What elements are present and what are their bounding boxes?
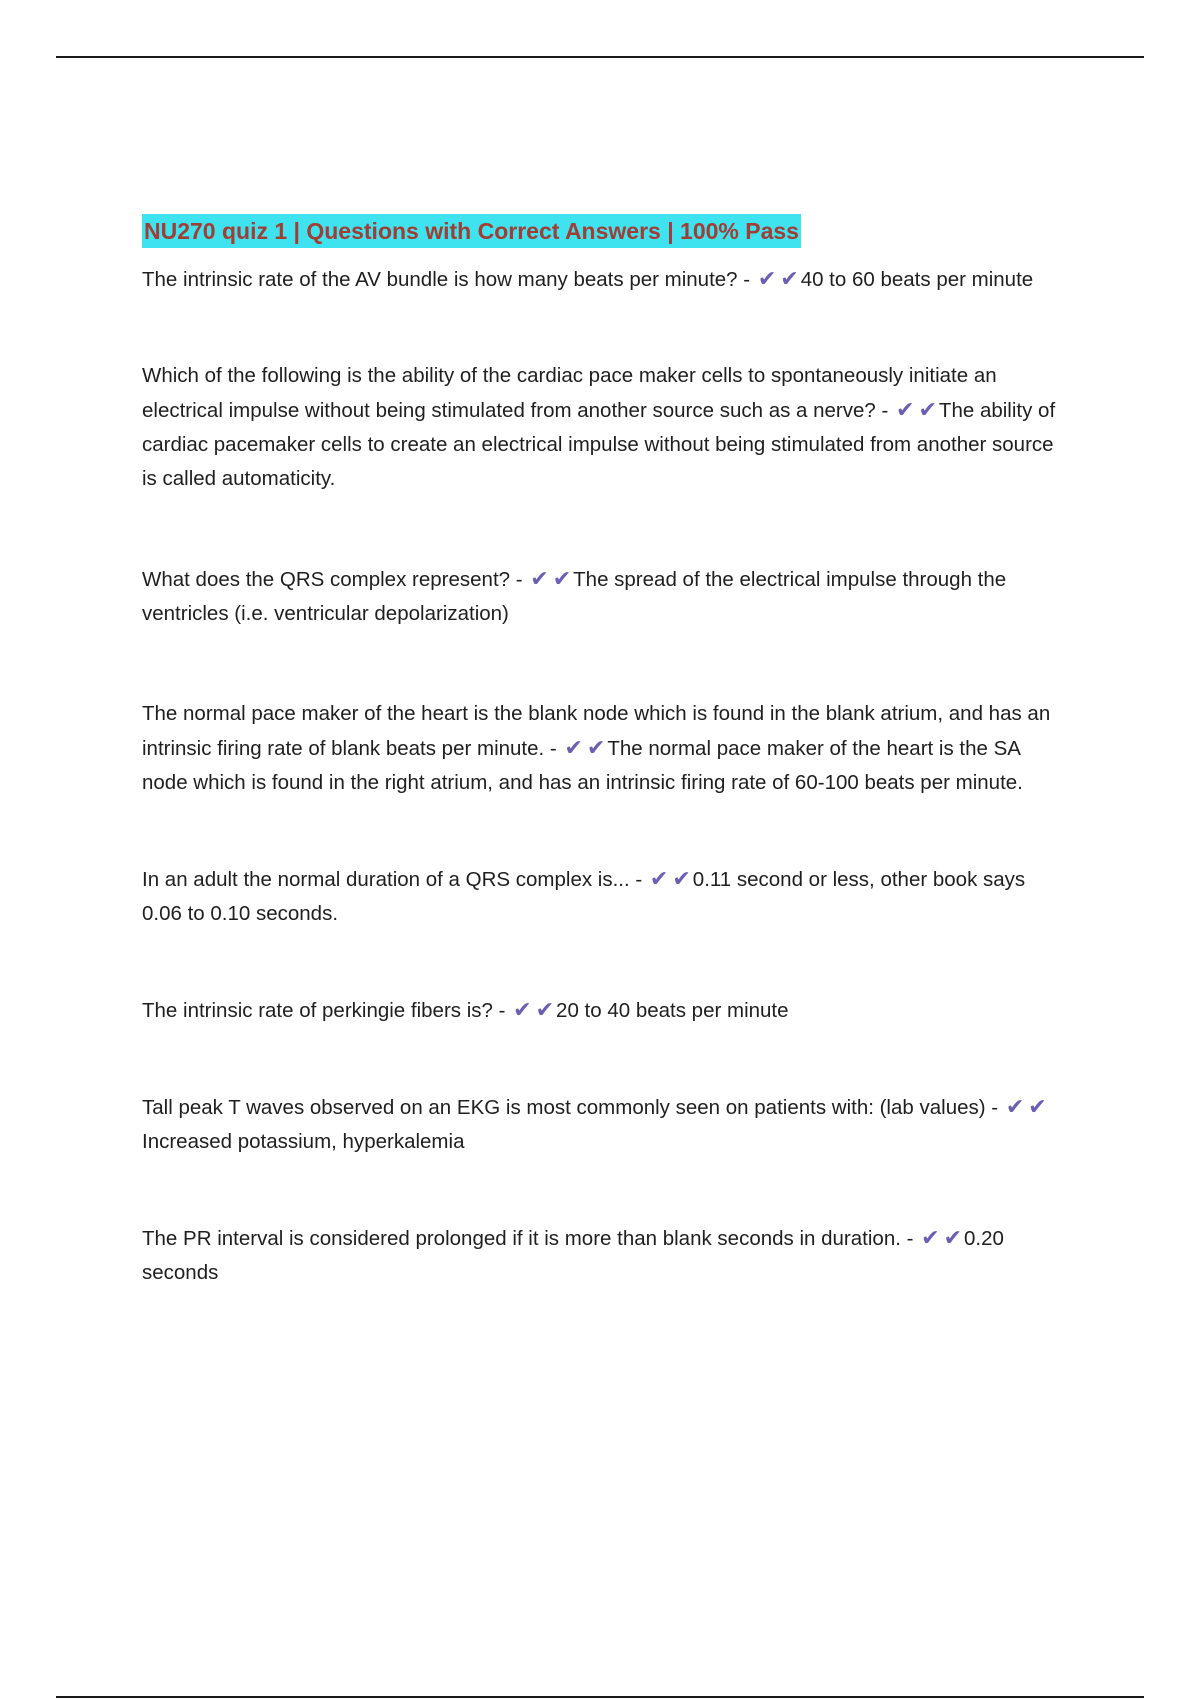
qa-item — [142, 862, 1062, 931]
answer-text: 0.11 second or less, other book says 0.06 to 0.10 seconds. — [142, 868, 1026, 925]
answer-text: The spread of the electrical impulse through the ventricles (i.e. ventricular depolarization) — [142, 568, 1007, 625]
check-icon: ✔ — [586, 735, 606, 760]
check-icon: ✔ — [672, 866, 691, 891]
check-icon: ✔ — [780, 266, 799, 291]
document-body — [142, 214, 1062, 1290]
check-icon: ✔ — [535, 997, 555, 1022]
question-text: Tall peak T waves observed on an EKG is most commonly seen on patients with: (lab values) - — [142, 1096, 999, 1119]
qa-item — [142, 697, 1062, 800]
qa-item — [142, 359, 1062, 496]
qa-item — [142, 562, 1062, 631]
check-icon: ✔ — [552, 566, 572, 591]
bottom-rule — [56, 1696, 1144, 1698]
document-title: NU270 quiz 1 | Questions with Correct Answers | 100% Pass — [142, 214, 801, 248]
qa-item — [142, 1090, 1062, 1159]
check-icon: ✔ — [649, 866, 669, 891]
answer-text: 40 to 60 beats per minute — [800, 268, 1034, 291]
answer-text: 20 to 40 beats per minute — [556, 999, 789, 1022]
check-icon: ✔ — [921, 1225, 940, 1250]
answer-text: The ability of cardiac pacemaker cells to create an electrical impulse without being stimulated from another source is called automaticity. — [142, 399, 1056, 490]
question-text: In an adult the normal duration of a QRS complex is... - — [142, 868, 643, 891]
question-text: What does the QRS complex represent? - — [142, 568, 523, 591]
check-icon: ✔ — [943, 1225, 963, 1250]
check-icon: ✔ — [513, 997, 532, 1022]
answer-text: The normal pace maker of the heart is the SA node which is found in the right atrium, and has an intrinsic firing rate of 60-100 beats per minute. — [142, 737, 1023, 794]
check-icon: ✔ — [1005, 1094, 1025, 1119]
answer-text: Increased potassium, hyperkalemia — [142, 1130, 465, 1153]
qa-item — [142, 262, 1062, 297]
question-text: The intrinsic rate of the AV bundle is how many beats per minute? - — [142, 268, 751, 291]
answer-text: 0.20 seconds — [142, 1227, 1004, 1284]
check-icon: ✔ — [896, 397, 915, 422]
check-icon: ✔ — [757, 266, 777, 291]
qa-item — [142, 993, 1062, 1028]
question-text: The intrinsic rate of perkingie fibers is? - — [142, 999, 506, 1022]
question-text: The PR interval is considered prolonged if it is more than blank seconds in duration. - — [142, 1227, 914, 1250]
check-icon: ✔ — [564, 735, 583, 760]
top-rule — [56, 56, 1144, 58]
qa-item — [142, 1221, 1062, 1290]
question-text: Which of the following is the ability of the cardiac pace maker cells to spontaneously initiate an electrical impulse without being stimulated from another source such as a nerve? - — [142, 364, 997, 422]
check-icon: ✔ — [530, 566, 549, 591]
check-icon: ✔ — [1028, 1094, 1047, 1119]
check-icon: ✔ — [918, 397, 937, 422]
question-text: The normal pace maker of the heart is the blank node which is found in the blank atrium, and has an intrinsic firing rate of blank beats per minute. - — [142, 702, 1051, 760]
